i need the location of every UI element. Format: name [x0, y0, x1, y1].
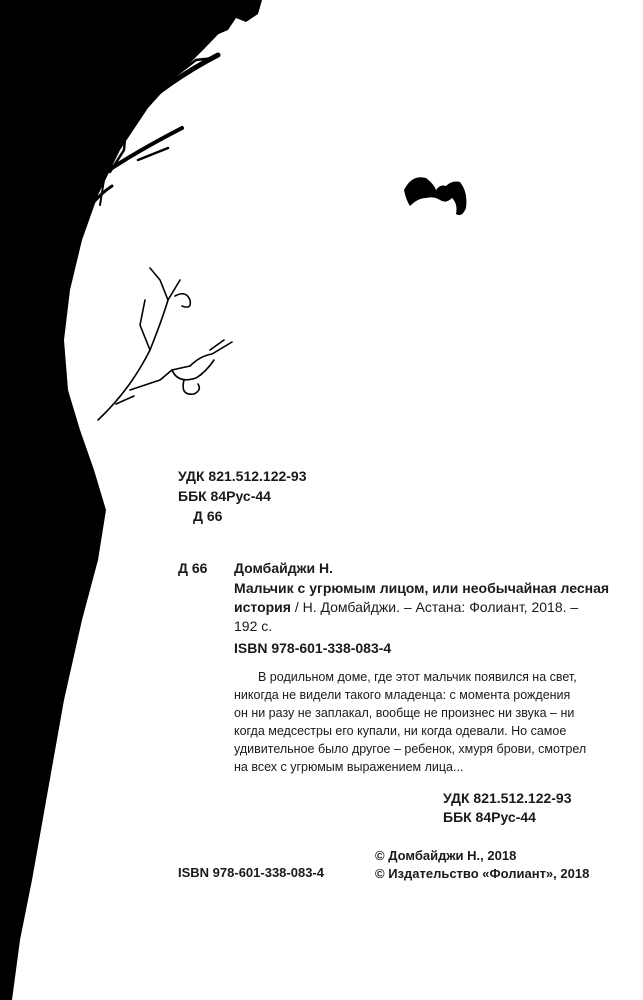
isbn-footer: ISBN 978-601-338-083-4: [178, 865, 324, 880]
bbk-code: ББК 84Рус-44: [178, 488, 271, 504]
bbk-code-bottom: ББК 84Рус-44: [443, 809, 536, 825]
udk-code-bottom: УДК 821.512.122-93: [443, 790, 572, 806]
annotation-line: удивительное было другое – ребенок, хмуря брови, смотрел: [234, 742, 587, 756]
bat-icon: [404, 177, 466, 215]
curly-branch: [98, 268, 232, 420]
annotation-line: В родильном доме, где этот мальчик появился на свет,: [258, 670, 577, 684]
author-code: Д 66: [193, 508, 223, 524]
catalog-title-continued: [234, 599, 578, 615]
catalog-title-end: история: [234, 599, 291, 615]
catalog-publication-info: / Н. Домбайджи. – Астана: Фолиант, 2018. –: [290, 599, 579, 615]
annotation-line: когда медсестры его купали, ни когда одевали. Но самое: [234, 724, 567, 738]
catalog-author-code: Д 66: [178, 560, 208, 576]
annotation-line: на всех с угрюмым выражением лица...: [234, 760, 464, 774]
copyright-publisher: © Издательство «Фолиант», 2018: [375, 866, 590, 881]
catalog-title: Мальчик с угрюмым лицом, или необычайная лесная: [234, 580, 610, 596]
udk-code: УДК 821.512.122-93: [178, 468, 307, 484]
catalog-isbn: ISBN 978-601-338-083-4: [234, 640, 392, 656]
catalog-author: Домбайджи Н.: [234, 560, 334, 576]
copyright-author: © Домбайджи Н., 2018: [375, 848, 517, 863]
annotation-line: никогда не видели такого младенца: с момента рождения: [234, 688, 571, 702]
annotation-line: он ни разу не заплакал, вообще не произнес ни звука – ни: [234, 706, 575, 720]
catalog-pages: 192 с.: [234, 618, 273, 634]
